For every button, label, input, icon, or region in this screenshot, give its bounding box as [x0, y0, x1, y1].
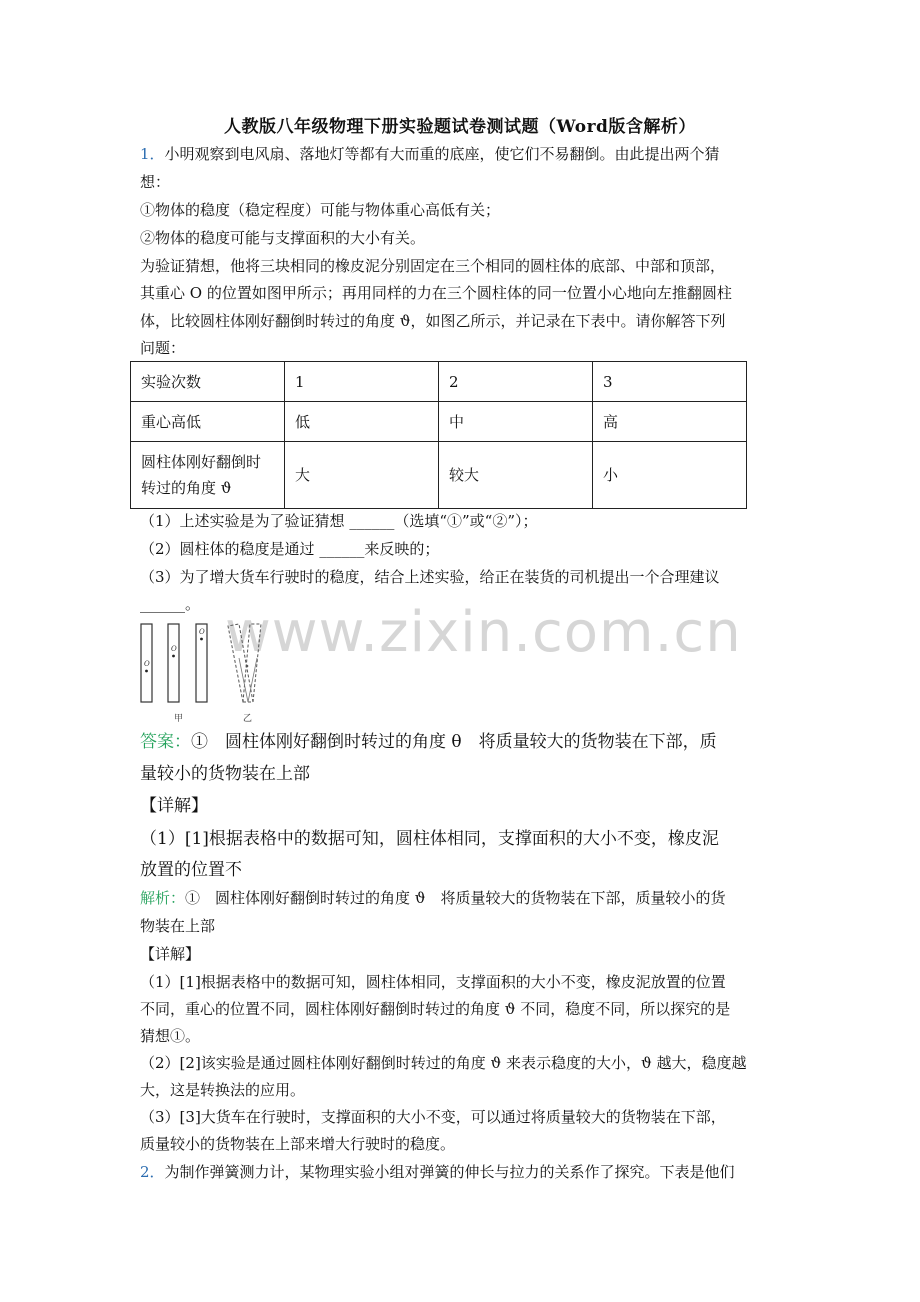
table-cell: 低	[285, 402, 439, 442]
table-cell: 较大	[439, 442, 593, 509]
answer-detail-line2: 放置的位置不	[140, 860, 242, 880]
table-cell: 1	[285, 362, 439, 402]
center-dot	[145, 670, 148, 673]
table-cell: 实验次数	[131, 362, 285, 402]
table-cell: 2	[439, 362, 593, 402]
analysis-line1: 解析：① 圆柱体刚好翻倒时转过的角度 ϑ 将质量较大的货物装在下部，质量较小的货	[140, 889, 726, 907]
table-cell: 小	[593, 442, 747, 509]
analysis-line2: 物装在上部	[140, 917, 216, 935]
center-label: O	[144, 660, 150, 668]
figure-label-jia: 甲	[174, 714, 184, 724]
q1-line6: 其重心 O 的位置如图甲所示；再用同样的力在三个圆柱体的同一位置小心地向左推翻圆柱	[140, 284, 732, 302]
sub-question-2: （2）圆柱体的稳度是通过 ______来反映的；	[140, 540, 440, 558]
cylinder-2	[168, 624, 179, 702]
answer-detail-line1: （1）[1]根据表格中的数据可知，圆柱体相同，支撑面积的大小不变，橡皮泥	[140, 829, 719, 849]
table-cell: 大	[285, 442, 439, 509]
analysis-p1-line1: （1）[1]根据表格中的数据可知，圆柱体相同，支撑面积的大小不变，橡皮泥放置的位置	[140, 973, 726, 991]
experiment-table	[130, 361, 747, 509]
q1-number: 1．	[140, 145, 165, 163]
analysis-p1-line2: 不同，重心的位置不同，圆柱体刚好翻倒时转过的角度 ϑ 不同，稳度不同，所以探究的是	[140, 1000, 731, 1018]
q1-line1: 1．小明观察到电风扇、落地灯等都有大而重的底座，使它们不易翻倒。由此提出两个猜	[140, 145, 720, 163]
table-row	[131, 362, 747, 402]
analysis-p3-line2: 质量较小的货物装在上部来增大行驶时的稳度。	[140, 1135, 456, 1153]
analysis-p1-line3: 猜想①。	[140, 1027, 201, 1045]
center-dot	[200, 638, 203, 641]
center-label: O	[199, 628, 205, 636]
center-dot	[172, 655, 175, 658]
analysis-p3-line1: （3）[3]大货车在行驶时，支撑面积的大小不变，可以通过将质量较大的货物装在下部，	[140, 1108, 726, 1126]
answer-label: 答案：	[140, 732, 191, 752]
q1-line5: 为验证猜想，他将三块相同的橡皮泥分别固定在三个相同的圆柱体的底部、中部和顶部，	[140, 257, 726, 275]
analysis-p2-line1: （2）[2]该实验是通过圆柱体刚好翻倒时转过的角度 ϑ 来表示稳度的大小，ϑ 越大，稳度越	[140, 1054, 747, 1072]
q1-line7: 体，比较圆柱体刚好翻倒时转过的角度 ϑ，如图乙所示，并记录在下表中。请你解答下列	[140, 312, 726, 330]
figure-label-yi: 乙	[243, 714, 253, 724]
q1-line3: ①物体的稳度（稳定程度）可能与物体重心高低有关；	[140, 201, 501, 219]
table-cell: 3	[593, 362, 747, 402]
sub-question-1: （1）上述实验是为了验证猜想 ______（选填“①”或“②”）；	[140, 512, 538, 530]
analysis-p2-line2: 大，这是转换法的应用。	[140, 1081, 306, 1099]
center-label: O	[171, 645, 177, 653]
analysis-label: 解析：	[140, 889, 186, 907]
q2-line1: 2．为制作弹簧测力计，某物理实验小组对弹簧的伸长与拉力的关系作了探究。下表是他们	[140, 1163, 735, 1181]
table-cell: 圆柱体刚好翻倒时 转过的角度 ϑ	[131, 442, 285, 509]
table-cell: 高	[593, 402, 747, 442]
answer-line1: 答案：① 圆柱体刚好翻倒时转过的角度 θ 将质量较大的货物装在下部，质	[140, 732, 717, 752]
answer-line2: 量较小的货物装在上部	[140, 764, 310, 784]
cylinder-figure	[135, 618, 275, 728]
watermark: www.zixin.com.cn	[225, 600, 742, 665]
answer-detail-heading: 【详解】	[140, 796, 208, 816]
analysis-detail-heading: 【详解】	[140, 945, 201, 963]
table-row	[131, 402, 747, 442]
table-cell: 重心高低	[131, 402, 285, 442]
q1-line2: 想：	[140, 173, 171, 191]
q1-line8: 问题：	[140, 339, 186, 357]
q2-number: 2．	[140, 1163, 165, 1181]
tilted-cylinders	[228, 624, 261, 702]
table-row	[131, 442, 747, 509]
page-title: 人教版八年级物理下册实验题试卷测试题（Word版含解析）	[224, 117, 696, 137]
sub-question-3-blank: ______。	[140, 595, 201, 613]
q1-line4: ②物体的稳度可能与支撑面积的大小有关。	[140, 229, 426, 247]
table-cell: 中	[439, 402, 593, 442]
sub-question-3: （3）为了增大货车行驶时的稳度，结合上述实验，给正在装货的司机提出一个合理建议	[140, 568, 720, 586]
